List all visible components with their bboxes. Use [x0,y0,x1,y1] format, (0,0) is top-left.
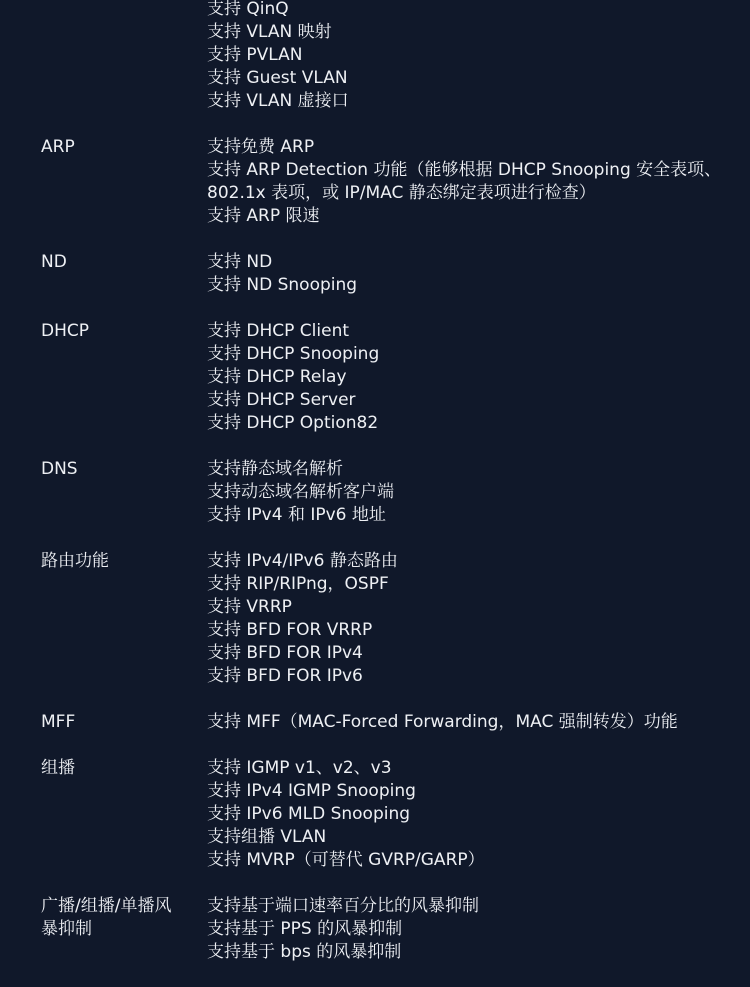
spec-item: 支持组播 VLAN [207,827,327,847]
spec-item: 支持 DHCP Snooping [207,344,380,364]
spec-item: 支持 BFD FOR IPv6 [207,666,363,686]
spec-values [207,0,750,113]
spec-values [207,550,750,688]
spec-item: 支持静态域名解析 [207,459,343,479]
spec-item: 支持基于 bps 的风暴抑制 [207,942,402,962]
spec-item: 支持 ARP Detection 功能（能够根据 DHCP Snooping 安全表项、802.1x 表项，或 IP/MAC 静态绑定表项进行检查） [207,160,722,203]
spec-label: 组播 [41,758,75,778]
spec-item: 支持基于 PPS 的风暴抑制 [207,919,403,939]
spec-item: 支持 RIP/RIPng，OSPF [207,574,389,594]
spec-item: 支持 QinQ [207,0,289,19]
spec-item: 支持 Guest VLAN [207,68,348,88]
spec-row-nd [0,251,750,297]
spec-label: ND [41,252,67,272]
spec-values [207,251,750,297]
spec-item: 支持 VLAN 映射 [207,22,332,42]
spec-item: 支持 MFF（MAC-Forced Forwarding，MAC 强制转发）功能 [207,712,678,732]
spec-values [207,320,750,435]
spec-item: 支持 VRRP [207,597,292,617]
spec-values [207,895,750,964]
spec-item: 支持 DHCP Option82 [207,413,379,433]
spec-item: 支持 IPv6 MLD Snooping [207,804,411,824]
spec-label: DNS [41,459,78,479]
spec-item: 支持免费 ARP [207,137,315,157]
spec-item: 支持 IPv4 IGMP Snooping [207,781,416,801]
spec-values [207,711,750,734]
spec-item: 支持 ND [207,252,273,272]
spec-label: 广播/组播/单播风 暴抑制 [41,896,172,939]
spec-label: DHCP [41,321,89,341]
spec-item: 支持 ARP 限速 [207,206,320,226]
spec-item: 支持 IGMP v1、v2、v3 [207,758,392,778]
spec-item: 支持动态域名解析客户端 [207,482,394,502]
spec-row-mff [0,711,750,734]
spec-row-storm-control [0,895,750,964]
spec-row-vlan [0,0,750,113]
spec-item: 支持 BFD FOR IPv4 [207,643,363,663]
spec-item: 支持 DHCP Server [207,390,356,410]
spec-item: 支持基于端口速率百分比的风暴抑制 [207,896,479,916]
spec-item: 支持 BFD FOR VRRP [207,620,373,640]
spec-values [207,757,750,872]
spec-item: 支持 PVLAN [207,45,303,65]
spec-row-dns [0,458,750,527]
spec-item: 支持 VLAN 虚接口 [207,91,349,111]
spec-item: 支持 IPv4/IPv6 静态路由 [207,551,398,571]
spec-row-multicast [0,757,750,872]
spec-item: 支持 MVRP（可替代 GVRP/GARP） [207,850,485,870]
spec-label: MFF [41,712,76,732]
spec-row-dhcp [0,320,750,435]
spec-item: 支持 IPv4 和 IPv6 地址 [207,505,386,525]
spec-values [207,136,750,228]
spec-row-routing [0,550,750,688]
spec-item: 支持 ND Snooping [207,275,358,295]
spec-item: 支持 DHCP Relay [207,367,347,387]
spec-label: 路由功能 [41,551,109,571]
spec-item: 支持 DHCP Client [207,321,350,341]
spec-values [207,458,750,527]
spec-row-arp [0,136,750,228]
spec-label: ARP [41,137,75,157]
